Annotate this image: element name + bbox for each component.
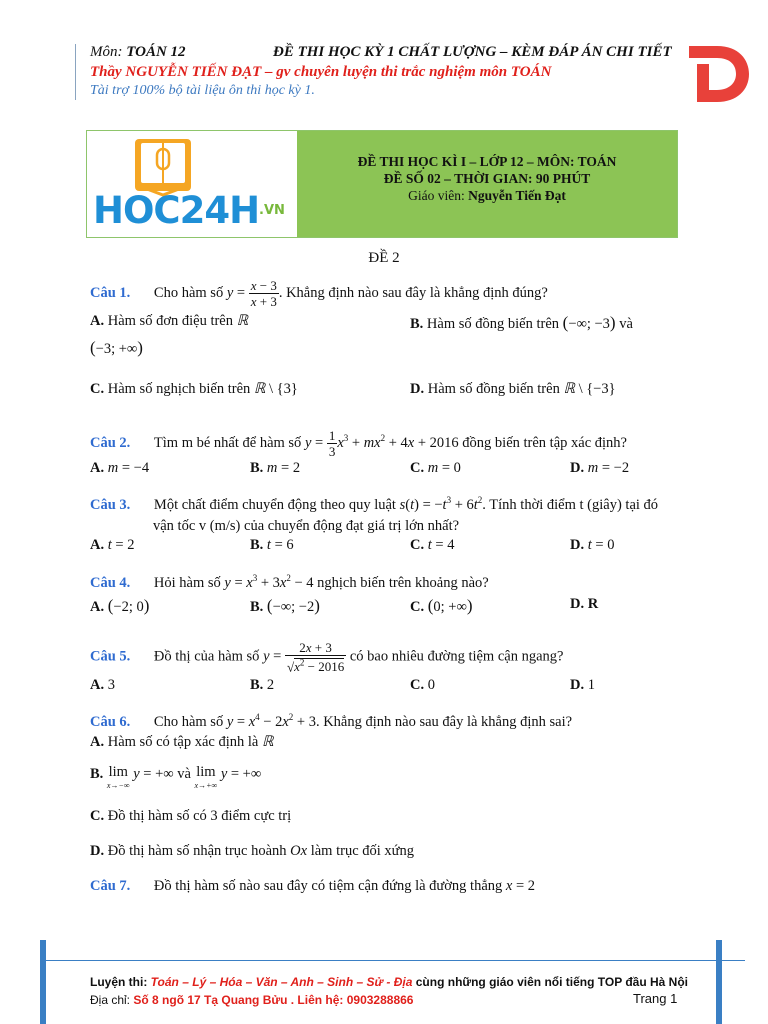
exam-title: ĐỀ THI HỌC KỲ 1 CHẤT LƯỢNG – KÈM ĐÁP ÁN CHI TIẾT [273,44,672,60]
q6-option-b[interactable]: B. lim x→−∞ y = +∞ và lim x→+∞ y = +∞ [90,764,262,790]
footer-line-1: Luyện thi: Toán – Lý – Hóa – Văn – Anh – Sinh – Sử - Địa cùng những giáo viên nổi tiếng TOP đầu Hà Nội [90,975,689,989]
q4-option-a[interactable]: A. (−2; 0) [90,596,150,615]
question-2: Câu 2. Tìm m bé nhất để hàm số y = $\frac{1}{3}$ $x^3 + mx^2 + 4x + 2016$ đồng biến trên tập xác định? [90,428,627,459]
question-7: Câu 7. Đồ thị hàm số nào sau đây có tiệm cận đứng là đường thẳng x = 2 [90,878,536,894]
footer-bar-right [716,940,722,1024]
subject: TOÁN 12 [126,44,186,60]
q1-option-d[interactable]: D. Hàm số đồng biến trên ℝ \ {−3} [410,381,616,397]
question-3: Câu 3. Một chất điểm chuyển động theo quy luật $s(t) = -t^3 + 6t^2$. Tính thời điểm t (giây) tại đó [90,495,659,513]
q1-option-c[interactable]: C. Hàm số nghịch biến trên ℝ \ {3} [90,381,298,397]
q2-option-c[interactable]: C. m = 0 [410,460,461,476]
q5-option-a[interactable]: A. 3 [90,677,115,693]
footer-rule [40,960,745,961]
sponsor-line: Tài trợ 100% bộ tài liệu ôn thi học kỳ 1. [90,83,315,98]
footer-address: Địa chỉ: Số 8 ngõ 17 Tạ Quang Bửu . Liên hệ: 0903288866 [90,993,414,1007]
q2-option-a[interactable]: A. m = −4 [90,460,150,476]
q3-option-d[interactable]: D. t = 0 [570,537,615,553]
question-4: Câu 4. Hỏi hàm số $y = x^3 + 3x^2 - 4$ nghịch biến trên khoảng nào? [90,573,489,591]
subject-label: Môn: [90,44,127,60]
q3-option-c[interactable]: C. t = 4 [410,537,455,553]
header-line-1 [90,44,690,61]
banner-info [297,131,677,237]
q6-option-c[interactable]: C. Đồ thị hàm số có 3 điểm cực trị [90,808,292,824]
question-1: Câu 1. Cho hàm số y = $\frac{x - 3}{x + 3}$ . Khẳng định nào sau đây là khẳng định đúng? [90,278,548,309]
header-rule [75,44,76,100]
q4-option-b[interactable]: B. (−∞; −2) [250,596,320,615]
q5-option-b[interactable]: B. 2 [250,677,275,693]
question-6: Câu 6. Cho hàm số $y = x^4 - 2x^2 + 3$. Khẳng định nào sau đây là khẳng định sai? [90,712,573,730]
q1-option-b-cont: (−3; +∞) [90,338,143,357]
q1-option-b[interactable]: B. Hàm số đồng biến trên (−∞; −3) và [410,313,633,332]
brand-d-logo-icon [683,38,753,108]
exam-banner [86,130,678,238]
exam-number-title: ĐỀ 2 [368,250,400,266]
q6-option-a[interactable]: A. Hàm số có tập xác định là ℝ [90,734,274,750]
q4-option-d[interactable]: D. R [570,596,599,612]
page-number: Trang 1 [633,991,678,1006]
banner-line-2: ĐỀ SỐ 02 – THỜI GIAN: 90 PHÚT [383,171,591,186]
teacher-line: Thầy NGUYỄN TIẾN ĐẠT – gv chuyên luyện thi trắc nghiệm môn TOÁN [90,64,552,80]
question-3-line-2: vận tốc v (m/s) của chuyển động đạt giá trị lớn nhất? [153,518,460,534]
q5-option-c[interactable]: C. 0 [410,677,435,693]
q5-option-d[interactable]: D. 1 [570,677,595,693]
q6-option-d[interactable]: D. Đồ thị hàm số nhận trục hoành Ox làm trục đối xứng [90,843,415,859]
banner-line-1: ĐỀ THI HỌC KÌ I – LỚP 12 – MÔN: TOÁN [357,154,617,169]
hoc24h-logo [87,131,297,237]
q4-option-c[interactable]: C. (0; +∞) [410,596,473,615]
q3-option-b[interactable]: B. t = 6 [250,537,294,553]
q1-option-a[interactable]: A. Hàm số đơn điệu trên ℝ [90,313,249,329]
q2-option-b[interactable]: B. m = 2 [250,460,301,476]
question-5: Câu 5. Đồ thị của hàm số y = $\frac{2x + 3}{√x^2 - 2016}$ có bao nhiêu đường tiệm cận ngang? [90,640,564,675]
q3-option-a[interactable]: A. t = 2 [90,537,135,553]
banner-teacher: Giáo viên: Nguyễn Tiến Đạt [408,188,566,203]
q2-option-d[interactable]: D. m = −2 [570,460,630,476]
footer-bar-left [40,940,46,1024]
logo-wordmark: $HOC24H^{.VN}$ [93,189,285,232]
